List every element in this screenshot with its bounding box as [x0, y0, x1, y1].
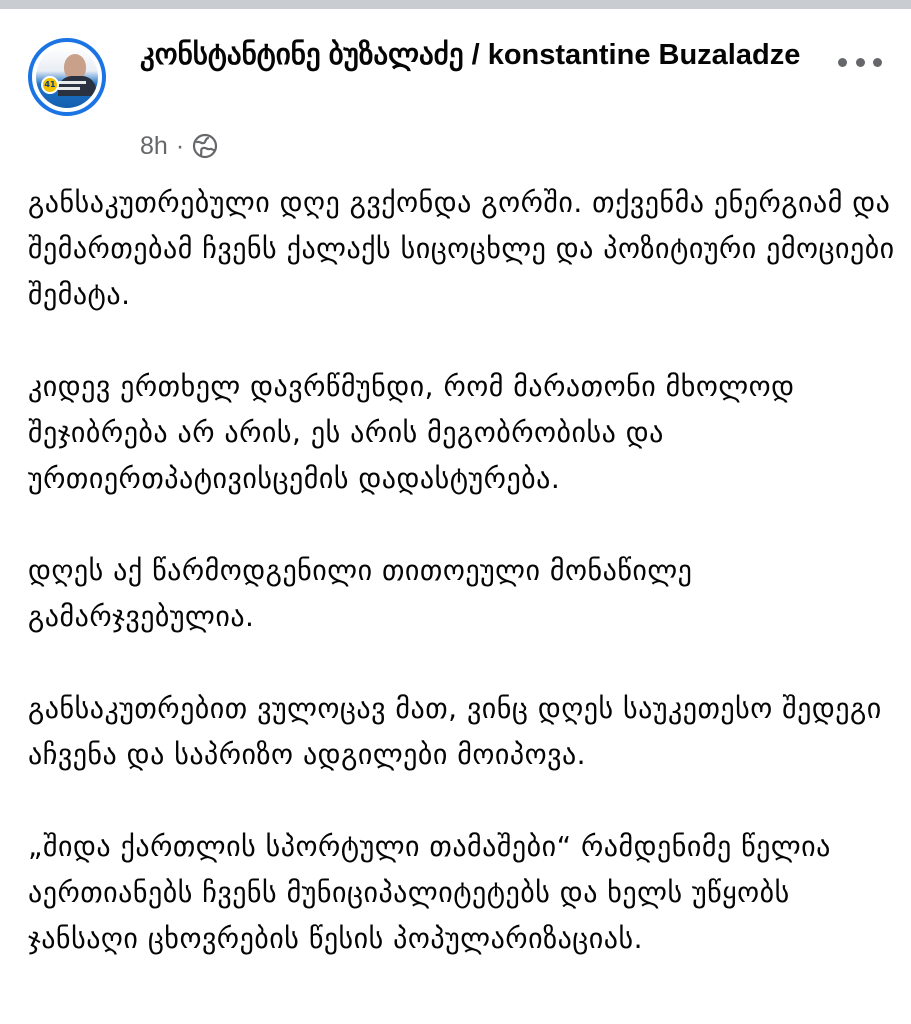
post-paragraph: განსაკუთრებით ვულოცავ მათ, ვინც დღეს საუკეთესო შედეგი აჩვენა და საპრიზო ადგილები მოიპოვა. [28, 692, 882, 771]
more-options-icon [838, 58, 847, 67]
post-paragraph: კიდევ ერთხელ დავრწმუნდი, რომ მარათონი მხოლოდ შეჯიბრება არ არის, ეს არის მეგობრობისა და ურთიერთპატივისცემის დადასტურება. [28, 370, 795, 495]
post-timestamp[interactable]: 8h [140, 131, 168, 160]
top-divider [0, 0, 911, 9]
post-meta [140, 128, 218, 164]
avatar-badge: 41 [41, 76, 59, 94]
meta-separator: · [175, 131, 185, 160]
post-paragraph: დღეს აქ წარმოდგენილი თითოეული მონაწილე გამარჯვებულია. [28, 554, 693, 633]
post-paragraph: „შიდა ქართლის სპორტული თამაშები“ რამდენიმე წელია აერთიანებს ჩვენს მუნიციპალიტეტებს და ხელს უწყობს ჯანსაღი ცხოვრების წესის პოპულარიზაციას. [28, 830, 831, 955]
author-name[interactable]: კონსტანტინე ბუზალაძე / konstantine Buzaladze [140, 39, 801, 71]
more-options-button[interactable] [838, 52, 882, 72]
globe-icon[interactable] [192, 133, 218, 159]
post-body [28, 180, 898, 962]
avatar-photo [36, 46, 98, 108]
post-paragraph: განსაკუთრებული დღე გვქონდა გორში. თქვენმა ენერგიამ და შემართებამ ჩვენს ქალაქს სიცოცხლე და პოზიტიური ემოციები შემატა. [28, 186, 895, 311]
author-avatar[interactable] [28, 38, 106, 116]
